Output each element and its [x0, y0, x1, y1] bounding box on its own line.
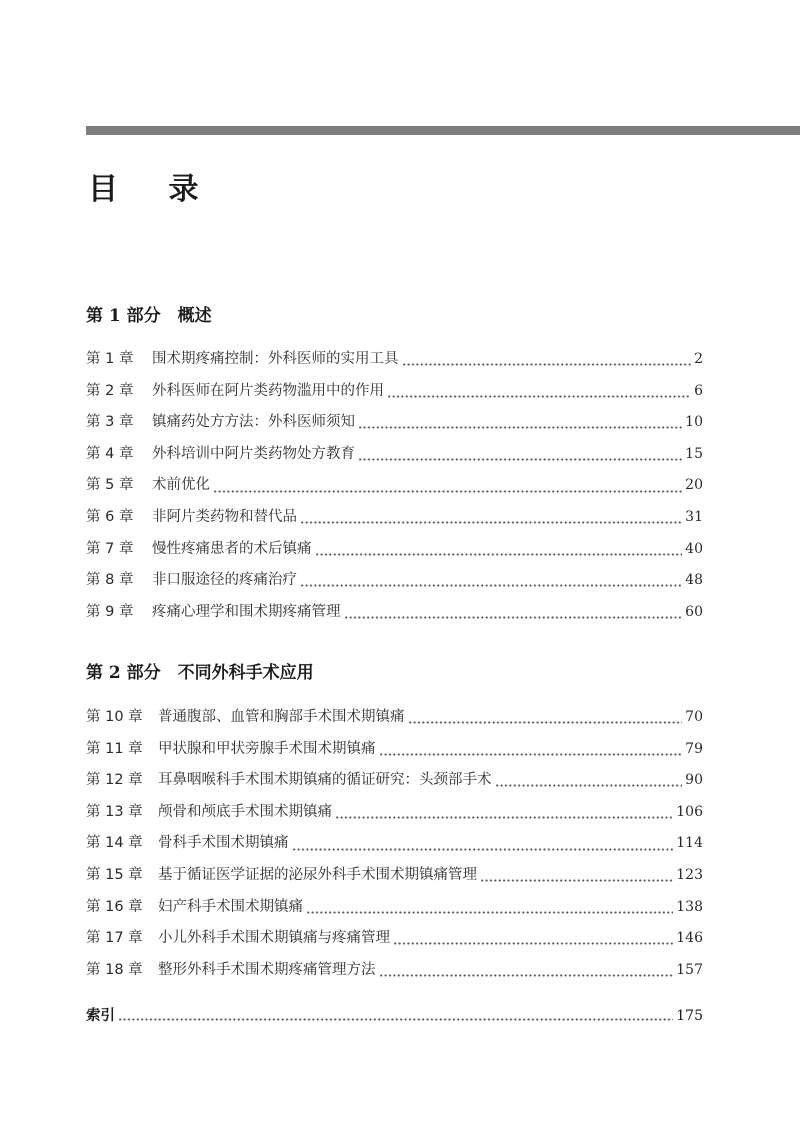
page-number: 6 — [694, 382, 703, 399]
dot-leader — [335, 816, 673, 819]
chapter-title: 甲状腺和甲状旁腺手术围术期镇痛 — [158, 740, 376, 757]
index-label: 索引 — [86, 1007, 115, 1024]
toc-entry-chapter-13[interactable] — [86, 799, 703, 831]
chapter-number: 第 1 章 — [86, 351, 134, 367]
toc-entry-chapter-10[interactable] — [86, 704, 703, 736]
chapter-number: 第 9 章 — [86, 603, 134, 620]
dot-leader — [387, 395, 691, 398]
chapter-title: 耳鼻咽喉科手术围术期镇痛的循证研究：头颈部手术 — [158, 772, 492, 789]
chapter-title: 非口服途径的疼痛治疗 — [152, 572, 297, 589]
chapter-title: 外科医师在阿片类药物滥用中的作用 — [152, 382, 384, 399]
chapter-number: 第 15 章 — [86, 866, 143, 883]
page-number: 106 — [676, 803, 703, 820]
chapter-number: 第 7 章 — [86, 540, 134, 557]
toc-entry-chapter-16[interactable] — [86, 894, 703, 926]
toc-entry-chapter-17[interactable] — [86, 925, 703, 957]
page-number: 138 — [676, 898, 703, 915]
page-number: 146 — [676, 930, 703, 947]
dot-leader — [408, 721, 683, 724]
dot-leader — [315, 553, 683, 556]
dot-leader — [358, 426, 682, 429]
toc-entry-chapter-15[interactable] — [86, 862, 703, 894]
page-number: 10 — [685, 414, 703, 431]
chapter-title: 妇产科手术围术期镇痛 — [158, 898, 303, 915]
chapter-title: 基于循证医学证据的泌尿外科手术围术期镇痛管理 — [158, 866, 477, 883]
dot-leader — [300, 584, 682, 587]
dot-leader — [379, 753, 683, 756]
toc-entry-chapter-18[interactable] — [86, 957, 703, 989]
chapter-title: 围术期疼痛控制：外科医师的实用工具 — [152, 351, 399, 367]
page-number: 70 — [685, 709, 703, 725]
toc-entry-chapter-8[interactable] — [86, 567, 703, 599]
page-number: 157 — [676, 961, 703, 978]
dot-leader — [300, 521, 682, 524]
chapter-title: 普通腹部、血管和胸部手术围术期镇痛 — [158, 709, 405, 725]
toc-entry-chapter-14[interactable] — [86, 830, 703, 862]
chapter-number: 第 10 章 — [86, 709, 143, 725]
chapter-number: 第 18 章 — [86, 961, 143, 978]
dot-leader — [213, 490, 682, 493]
toc-title: 目 录 — [88, 172, 219, 207]
dot-leader — [292, 848, 674, 851]
dot-leader — [344, 616, 683, 619]
chapter-number: 第 17 章 — [86, 930, 143, 947]
part-1-chapter-list — [86, 346, 703, 630]
chapter-number: 第 11 章 — [86, 740, 143, 757]
part-2-heading: 第 2 部分 不同外科手术应用 — [86, 663, 314, 683]
toc-entry-chapter-4[interactable] — [86, 441, 703, 473]
page-number: 79 — [685, 740, 703, 757]
page-number: 15 — [685, 445, 703, 462]
chapter-title: 外科培训中阿片类药物处方教育 — [152, 445, 355, 462]
toc-entry-chapter-12[interactable] — [86, 767, 703, 799]
chapter-title: 镇痛药处方方法：外科医师须知 — [152, 414, 355, 431]
chapter-title: 术前优化 — [152, 477, 210, 494]
page-number: 2 — [694, 351, 703, 367]
dot-leader — [118, 1018, 673, 1021]
chapter-title: 非阿片类药物和替代品 — [152, 508, 297, 525]
top-rule — [86, 126, 800, 135]
dot-leader — [393, 942, 673, 945]
chapter-title: 疼痛心理学和围术期疼痛管理 — [152, 603, 341, 620]
page-number: 123 — [676, 866, 703, 883]
toc-entry-chapter-6[interactable] — [86, 504, 703, 536]
dot-leader — [358, 458, 682, 461]
chapter-title: 颅骨和颅底手术围术期镇痛 — [158, 803, 332, 820]
index-page-number: 175 — [676, 1008, 703, 1024]
chapter-title: 慢性疼痛患者的术后镇痛 — [152, 540, 312, 557]
dot-leader — [495, 784, 683, 787]
chapter-title: 骨科手术围术期镇痛 — [158, 835, 289, 852]
dot-leader — [480, 879, 673, 882]
toc-entry-chapter-5[interactable] — [86, 472, 703, 504]
page-number: 40 — [685, 540, 703, 557]
chapter-number: 第 6 章 — [86, 508, 134, 525]
toc-entry-chapter-7[interactable] — [86, 536, 703, 568]
toc-entry-chapter-1[interactable] — [86, 346, 703, 378]
page-number: 60 — [685, 603, 703, 620]
part-2-chapter-list — [86, 704, 703, 988]
toc-entry-chapter-2[interactable] — [86, 378, 703, 410]
page-number: 114 — [676, 835, 703, 852]
page-number: 48 — [685, 572, 703, 589]
page-number: 90 — [685, 772, 703, 789]
toc-entry-chapter-3[interactable] — [86, 409, 703, 441]
page-number: 20 — [685, 477, 703, 494]
page-number: 31 — [685, 508, 703, 525]
chapter-number: 第 13 章 — [86, 803, 143, 820]
chapter-number: 第 8 章 — [86, 572, 134, 589]
toc-entry-chapter-9[interactable] — [86, 599, 703, 631]
chapter-title: 小儿外科手术围术期镇痛与疼痛管理 — [158, 930, 390, 947]
dot-leader — [402, 363, 692, 366]
chapter-number: 第 5 章 — [86, 477, 134, 494]
dot-leader — [306, 911, 673, 914]
chapter-number: 第 16 章 — [86, 898, 143, 915]
part-1-heading: 第 1 部分 概述 — [86, 306, 212, 326]
dot-leader — [379, 974, 674, 977]
toc-entry-chapter-11[interactable] — [86, 736, 703, 768]
chapter-number: 第 2 章 — [86, 382, 134, 399]
chapter-number: 第 3 章 — [86, 414, 134, 431]
chapter-number: 第 4 章 — [86, 445, 134, 462]
toc-entry-index[interactable] — [86, 1003, 703, 1029]
chapter-number: 第 14 章 — [86, 835, 143, 852]
chapter-number: 第 12 章 — [86, 772, 143, 789]
chapter-title: 整形外科手术围术期疼痛管理方法 — [158, 961, 376, 978]
